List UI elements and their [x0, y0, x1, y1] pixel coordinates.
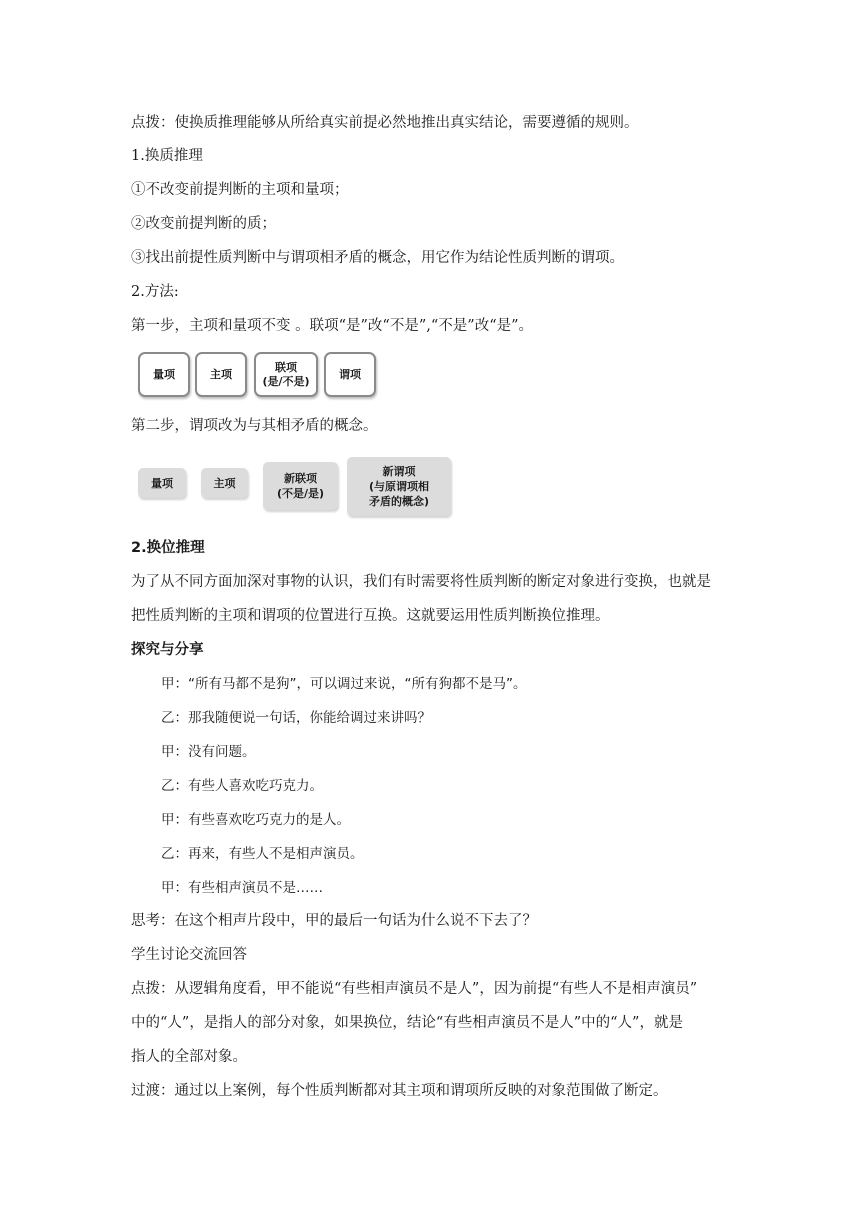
box-subject-2: 主项: [201, 468, 248, 498]
discussion-note: 学生讨论交流回答: [131, 947, 247, 963]
dialogue-line: 乙：那我随便说一句话，你能给调过来讲吗？: [161, 710, 431, 726]
rule-3: ③找出前提性质判断中与谓项相矛盾的概念，用它作为结论性质判断的谓项。: [131, 250, 624, 266]
step-2: 第二步，谓项改为与其相矛盾的概念。: [131, 418, 378, 434]
box-new-predicate: 新谓项 (与原谓项相 矛盾的概念): [347, 457, 451, 516]
explore-heading: 探究与分享: [131, 642, 204, 658]
think-question: 思考：在这个相声片段中，甲的最后一句话为什么说不下去了？: [131, 913, 537, 929]
box-quantifier-2: 量项: [138, 468, 186, 498]
heading-obversion: 1.换质推理: [131, 148, 203, 164]
dialogue-line: 乙：有些人喜欢吃巧克力。: [161, 778, 323, 794]
dialogue-line: 乙：再来，有些人不是相声演员。: [161, 846, 364, 862]
section-title-conversion: 2.换位推理: [131, 540, 205, 556]
hint2-line-1: 点拨：从逻辑角度看，甲不能说“有些相声演员不是人”，因为前提“有些人不是相声演员”: [131, 981, 698, 997]
rule-2: ②改变前提判断的质；: [131, 216, 276, 232]
box-predicate: 谓项: [324, 352, 376, 397]
hint2-line-3: 指人的全部对象。: [131, 1049, 247, 1065]
box-quantifier: 量项: [138, 352, 190, 397]
dialogue-line: 甲：“所有马都不是狗”，可以调过来说，“所有狗都不是马”。: [161, 676, 527, 692]
box-copula: 联项 (是/不是): [254, 352, 318, 397]
heading-method: 2.方法:: [131, 284, 179, 300]
hint-paragraph: 点拨：使换质推理能够从所给真实前提必然地推出真实结论，需要遵循的规则。: [131, 115, 639, 131]
dialogue-line: 甲：有些相声演员不是……: [161, 880, 323, 896]
transition-paragraph: 过渡：通过以上案例，每个性质判断都对其主项和谓项所反映的对象范围做了断定。: [131, 1083, 668, 1099]
rule-1: ①不改变前提判断的主项和量项；: [131, 182, 349, 198]
box-new-copula: 新联项 (不是/是): [263, 462, 338, 510]
intro-line-2: 把性质判断的主项和谓项的位置进行互换。这就要运用性质判断换位推理。: [131, 608, 610, 624]
dialogue-line: 甲：有些喜欢吃巧克力的是人。: [161, 812, 350, 828]
hint2-line-2: 中的“人”，是指人的部分对象，如果换位，结论“有些相声演员不是人”中的“人”，就是: [131, 1015, 683, 1031]
intro-line-1: 为了从不同方面加深对事物的认识，我们有时需要将性质判断的断定对象进行变换，也就是: [131, 574, 711, 590]
dialogue-line: 甲：没有问题。: [161, 744, 256, 760]
box-subject: 主项: [195, 352, 247, 397]
step-1: 第一步，主项和量项不变 。联项“是”改“不是”,“不是”改“是”。: [131, 318, 534, 334]
